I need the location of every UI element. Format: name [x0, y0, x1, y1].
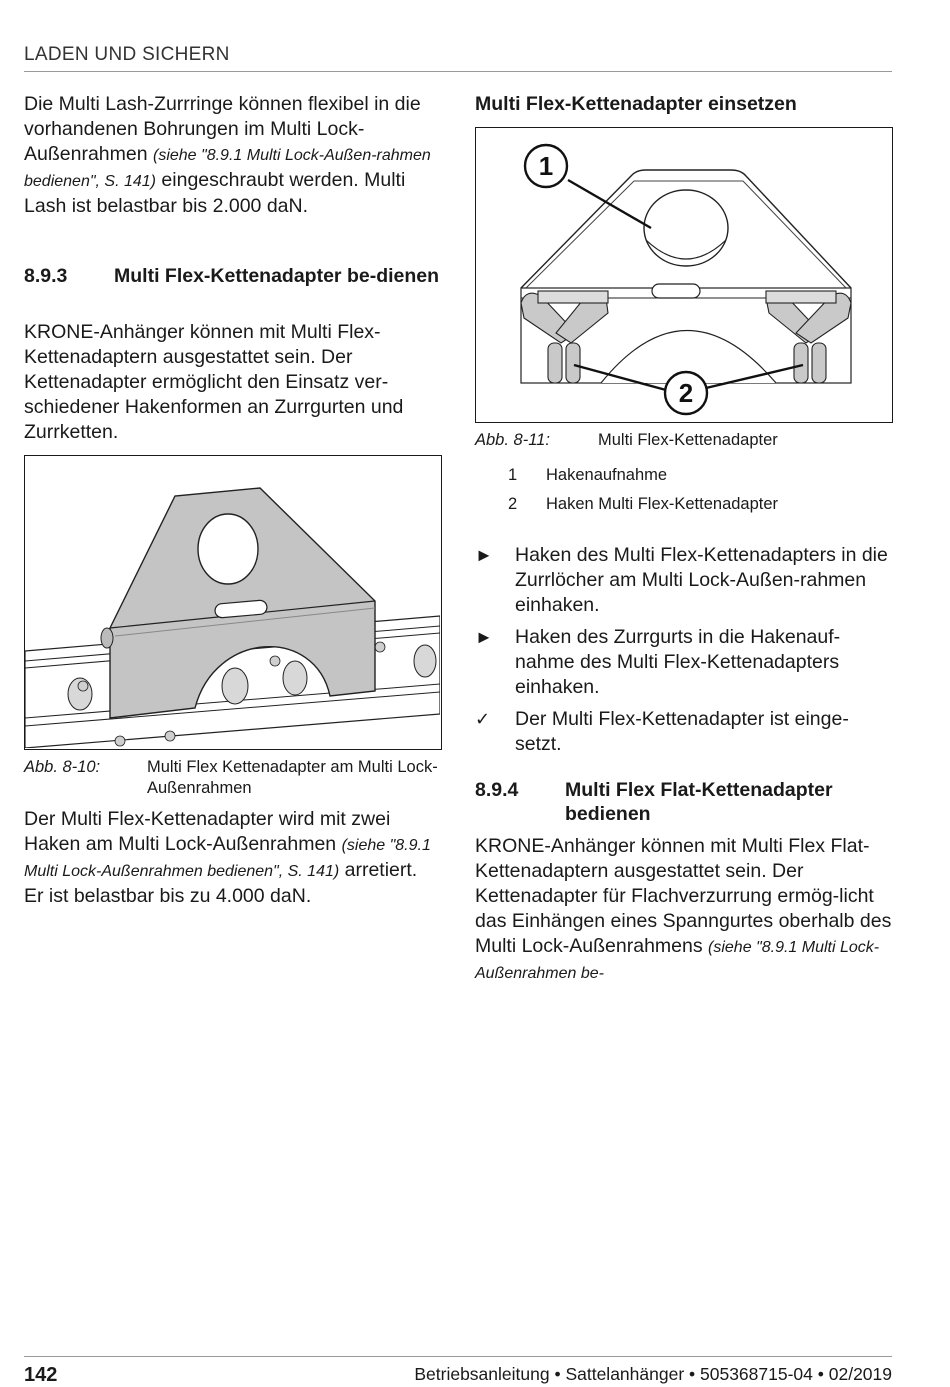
cross-reference-link[interactable]: (siehe "8.9.1 Multi Lock-Außenrahmen be-: [475, 939, 880, 982]
detail-text: Der Multi Flex-Kettenadapter wird mit zwei Haken am Multi Lock-Außenrahmen: [24, 808, 391, 855]
legend-text: Haken Multi Flex-Kettenadapter: [546, 495, 779, 513]
step-text: Der Multi Flex-Kettenadapter ist einge-setzt.: [515, 708, 849, 755]
legend-text: Hakenaufnahme: [546, 466, 668, 484]
detail-text-end: arretiert. Er ist belastbar bis zu 4.000 daN.: [24, 859, 418, 907]
instruction-step: [475, 543, 895, 618]
figure-legend: [508, 465, 888, 515]
intro-text-end: eingeschraubt werden. Multi Lash ist belastbar bis 2.000 daN.: [24, 169, 406, 217]
figure-adapter-diagram: [475, 127, 893, 423]
figure-label: Abb. 8-11:: [475, 431, 550, 449]
adapter-intro-paragraph: KRONE-Anhänger können mit Multi Flex-Kettenadaptern ausgestattet sein. Der Kettenadapter ermöglicht den Einsatz ver-schiedener Hakenformen an Zurrgurten und Zurrketten.: [24, 321, 404, 443]
adapter-on-frame-illustration: [25, 456, 440, 748]
adapter-diagram-illustration: [476, 128, 891, 421]
flat-adapter-paragraph: [475, 834, 895, 986]
figure-adapter-on-frame: [24, 455, 442, 750]
callout-2: 2: [678, 378, 694, 408]
arrow-icon: ►: [475, 627, 493, 647]
section-number: 8.9.4: [475, 779, 519, 801]
section-heading-8-9-4: [475, 778, 895, 826]
cross-reference-link[interactable]: (siehe "8.9.1 Multi Lock-Außenrahmen bedienen", S. 141): [24, 837, 431, 880]
legend-number: 1: [508, 466, 518, 484]
section-number: 8.9.3: [24, 265, 68, 287]
intro-paragraph: [24, 92, 442, 219]
legend-item: [508, 494, 888, 515]
step-text: Haken des Zurrgurts in die Hakenauf-nahme des Multi Flex-Kettenadapters einhaken.: [515, 626, 841, 698]
figure-caption-text: Multi Flex-Kettenadapter: [598, 431, 778, 449]
section-title: Multi Flex-Kettenadapter be-dienen: [114, 265, 440, 287]
section-heading-8-9-3: [24, 264, 442, 288]
legend-item: [508, 465, 888, 486]
step-text: Haken des Multi Flex-Kettenadapters in die Zurrlöcher am Multi Lock-Außen-rahmen einhaken.: [515, 544, 888, 616]
figure-caption-text: Multi Flex Kettenadapter am Multi Lock-Außenrahmen: [147, 758, 438, 797]
flat-adapter-text: KRONE-Anhänger können mit Multi Flex Flat-Kettenadaptern ausgestattet sein. Der Kettenadapter für Flachverzurrung ermög-licht das Einhängen eines Spanngurtes oberhalb des Multi Lock-Außenrahmens: [475, 835, 892, 957]
instruction-step: [475, 625, 895, 700]
arrow-icon: ►: [475, 545, 493, 565]
figure-8-11-caption: [475, 430, 895, 451]
footer-divider: [24, 1356, 892, 1357]
document-info: Betriebsanleitung • Sattelanhänger • 505368715-04 • 02/2019: [414, 1364, 892, 1384]
adapter-detail-paragraph: [24, 807, 442, 909]
figure-label: Abb. 8-10:: [24, 758, 101, 776]
callout-1: 1: [538, 151, 554, 181]
figure-8-10-caption: [24, 757, 442, 799]
cross-reference-link[interactable]: (siehe "8.9.1 Multi Lock-Außen-rahmen bedienen", S. 141): [24, 147, 431, 190]
page-number: 142: [24, 1364, 58, 1386]
checkmark-icon: ✓: [475, 709, 491, 729]
section-title: Multi Flex Flat-Kettenadapter bedienen: [565, 779, 833, 825]
result-step: [475, 707, 895, 757]
header-divider: [24, 71, 892, 72]
subheading-insert-adapter: Multi Flex-Kettenadapter einsetzen: [475, 93, 797, 115]
intro-text: Die Multi Lash-Zurrringe können flexibel in die vorhandenen Bohrungen im Multi Lock-Außenrahmen: [24, 93, 421, 165]
instruction-steps: [475, 543, 895, 757]
legend-number: 2: [508, 495, 518, 513]
running-header: LADEN UND SICHERN: [24, 44, 230, 65]
